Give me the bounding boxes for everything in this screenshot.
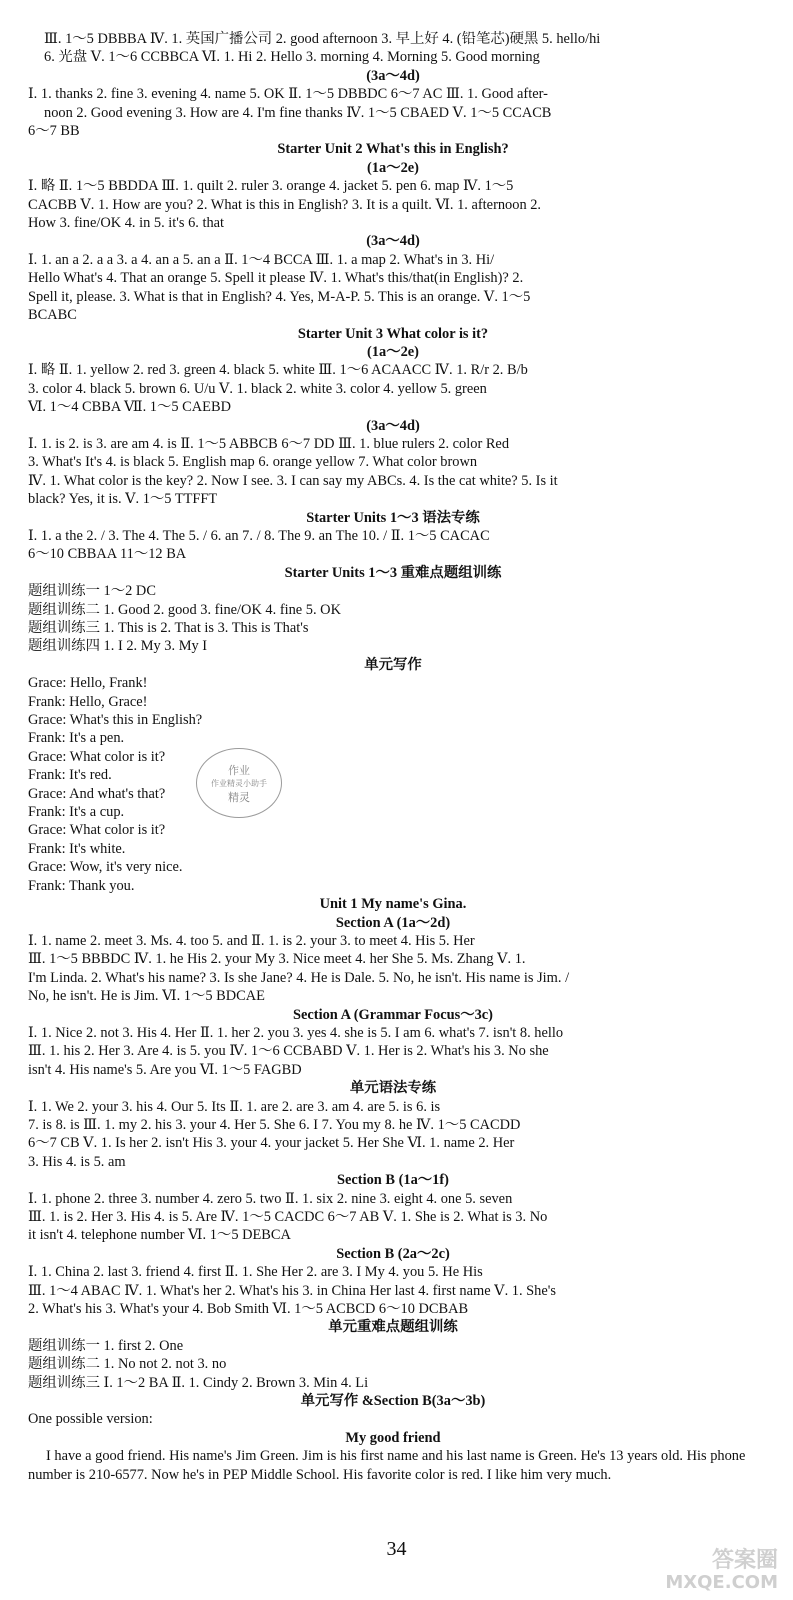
answer-line: Ⅰ. 1. an a 2. a a 3. a 4. an a 5. an a Ⅱ. 1～4 BCCA Ⅲ. 1. a map 2. What's in 3. Hi/	[28, 251, 495, 268]
section-heading: Starter Units 1～3 重难点题组训练	[284, 564, 502, 581]
answer-line: Ⅰ. 1. thanks 2. fine 3. evening 4. name 5. OK Ⅱ. 1～5 DBBDC 6～7 AC Ⅲ. 1. Good after-	[28, 86, 548, 103]
answer-line: 题组训练三 1. This is 2. That is 3. This is That's	[28, 620, 309, 636]
section-heading: Section B (1a～1f)	[337, 1172, 449, 1189]
dialogue-line: Grace: What color is it?	[28, 822, 166, 839]
answer-line: Hello What's 4. That an orange 5. Spell it please Ⅳ. 1. What's this/that(in English)? 2.	[28, 270, 524, 287]
answer-line: 3. What's It's 4. is black 5. English map 6. orange yellow 7. What color brown	[28, 454, 478, 471]
dialogue-line: Frank: It's a cup.	[28, 804, 125, 821]
section-heading: 单元写作 &Section B(3a～3b)	[300, 1393, 486, 1410]
dialogue-line: Grace: And what's that?	[28, 785, 166, 802]
answer-line: Ⅲ. 1. is 2. Her 3. His 4. is 5. Are Ⅳ. 1～5 CACDC 6～7 AB Ⅴ. 1. She is 2. What is 3. No	[28, 1209, 548, 1225]
answer-line: 7. is 8. is Ⅲ. 1. my 2. his 3. your 4. Her 5. She 6. I 7. You my 8. he Ⅳ. 1～5 CACDD	[28, 1116, 521, 1133]
stamp-text-top: 作业	[228, 763, 250, 777]
section-heading: Starter Units 1～3 语法专练	[306, 509, 480, 526]
essay-paragraph: I have a good friend. His name's Jim Green. Jim is his first name and his last name is Green. He's 13 years old. His phone number is 210-6577. Now he's in PEP Middle School. His favorite color is red. I like him very much.	[28, 1448, 746, 1483]
stamp-text-middle: 作业精灵小助手	[211, 778, 267, 788]
answer-line: Ⅰ. 1. We 2. your 3. his 4. Our 5. Its Ⅱ. 1. are 2. are 3. am 4. are 5. is 6. is	[28, 1098, 441, 1115]
answer-line: 题组训练四 1. I 2. My 3. My I	[28, 638, 208, 655]
answer-line: 6. 光盘 Ⅴ. 1～6 CCBBCA Ⅵ. 1. Hi 2. Hello 3. morning 4. Morning 5. Good morning	[44, 49, 540, 66]
section-heading: 单元写作	[364, 656, 422, 673]
section-heading: (3a～4d)	[366, 67, 420, 84]
answer-line: 题组训练二 1. Good 2. good 3. fine/OK 4. fine 5. OK	[28, 601, 341, 618]
section-heading: (1a～2e)	[367, 159, 419, 176]
answer-line: Ⅳ. 1. What color is the key? 2. Now I see. 3. I can say my ABCs. 4. Is the cat white? 5. Is it	[28, 472, 558, 489]
answer-line: 6～7 CB Ⅴ. 1. Is her 2. isn't His 3. your 4. your jacket 5. Her She Ⅵ. 1. name 2. Her	[28, 1135, 515, 1152]
homework-stamp	[196, 748, 282, 818]
dialogue-line: Frank: It's red.	[28, 767, 112, 784]
answer-line: black? Yes, it is. Ⅴ. 1～5 TTFFT	[28, 491, 218, 508]
section-heading: (3a～4d)	[366, 417, 420, 434]
answer-line: Ⅲ. 1～5 DBBBA Ⅳ. 1. 英国广播公司 2. good afternoon 3. 早上好 4. (铅笔芯)硬黑 5. hello/hi	[44, 31, 601, 47]
answer-line: 6～10 CBBAA 11～12 BA	[28, 546, 187, 563]
answer-line: Ⅰ. 1. a the 2. / 3. The 4. The 5. / 6. an 7. / 8. The 9. an The 10. / Ⅱ. 1～5 CACAC	[28, 527, 490, 544]
watermark-text: 答案圈	[711, 1548, 778, 1573]
answer-line: noon 2. Good evening 3. How are 4. I'm fine thanks Ⅳ. 1～5 CBAED Ⅴ. 1～5 CCACB	[44, 104, 552, 121]
answer-line: Ⅲ. 1～4 ABAC Ⅳ. 1. What's her 2. What's his 3. in China Her last 4. first name Ⅴ. 1. She's	[28, 1282, 556, 1299]
dialogue-line: Grace: What's this in English?	[28, 712, 203, 729]
answer-line: it isn't 4. telephone number Ⅵ. 1～5 DEBCA	[28, 1227, 291, 1244]
answer-line: Ⅵ. 1～4 CBBA Ⅶ. 1～5 CAEBD	[28, 399, 231, 416]
answer-line: Spell it, please. 3. What is that in English? 4. Yes, M-A-P. 5. This is an orange. Ⅴ. 1～5	[28, 288, 531, 305]
section-heading: 单元语法专练	[349, 1080, 437, 1097]
answer-line: Ⅰ. 略 Ⅱ. 1. yellow 2. red 3. green 4. black 5. white Ⅲ. 1～6 ACAACC Ⅳ. 1. R/r 2. B/b	[28, 362, 528, 379]
unit-heading: Unit 1 My name's Gina.	[319, 896, 467, 913]
dialogue-line: Frank: Hello, Grace!	[28, 693, 148, 710]
answer-line: Ⅰ. 略 Ⅱ. 1～5 BBDDA Ⅲ. 1. quilt 2. ruler 3. orange 4. jacket 5. pen 6. map Ⅳ. 1～5	[28, 178, 514, 195]
essay-title: My good friend	[345, 1429, 441, 1446]
dialogue-line: Frank: Thank you.	[28, 877, 135, 894]
dialogue-line: Grace: Hello, Frank!	[28, 675, 148, 692]
answer-line: Ⅲ. 1～5 BBBDC Ⅳ. 1. he His 2. your My 3. Nice meet 4. her She 5. Ms. Zhang Ⅴ. 1.	[28, 951, 526, 968]
answer-line: 2. What's his 3. What's your 4. Bob Smith Ⅵ. 1～5 ACBCD 6～10 DCBAB	[28, 1301, 469, 1318]
answer-line: Ⅲ. 1. his 2. Her 3. Are 4. is 5. you Ⅳ. 1～6 CCBABD Ⅴ. 1. Her is 2. What's his 3. No she	[28, 1043, 549, 1060]
answer-line: How 3. fine/OK 4. in 5. it's 6. that	[28, 215, 225, 232]
answer-line: 题组训练一 1. first 2. One	[28, 1337, 184, 1354]
answer-line: 题组训练一 1～2 DC	[28, 583, 156, 600]
answer-line: isn't 4. His name's 5. Are you Ⅵ. 1～5 FAGBD	[28, 1061, 302, 1078]
site-watermark	[608, 1550, 778, 1596]
dialogue-line: Frank: It's a pen.	[28, 730, 125, 747]
answer-line: I'm Linda. 2. What's his name? 3. Is she Jane? 4. He is Dale. 5. No, he isn't. His name is Jim. /	[28, 969, 570, 986]
answer-line: Ⅰ. 1. phone 2. three 3. number 4. zero 5. two Ⅱ. 1. six 2. nine 3. eight 4. one 5. seven	[28, 1190, 513, 1207]
section-heading: (1a～2e)	[367, 343, 419, 360]
answer-line: 题组训练二 1. No not 2. not 3. no	[28, 1356, 227, 1373]
answer-page	[28, 30, 758, 1484]
answer-line: Ⅰ. 1. China 2. last 3. friend 4. first Ⅱ. 1. She Her 2. are 3. I My 4. you 5. He His	[28, 1264, 483, 1281]
answer-line: 6～7 BB	[28, 123, 80, 140]
page-number: 34	[386, 1538, 407, 1560]
answer-line: Ⅰ. 1. Nice 2. not 3. His 4. Her Ⅱ. 1. her 2. you 3. yes 4. she is 5. I am 6. what's 7. isn't 8. hello	[28, 1024, 564, 1041]
dialogue-line: Grace: What color is it?	[28, 748, 166, 765]
dialogue-line: Grace: Wow, it's very nice.	[28, 859, 183, 876]
answer-line: No, he isn't. He is Jim. Ⅵ. 1～5 BDCAE	[28, 988, 265, 1005]
section-heading: (3a～4d)	[366, 233, 420, 250]
dialogue-line: Frank: It's white.	[28, 840, 126, 857]
section-heading: Section A (Grammar Focus～3c)	[293, 1006, 493, 1023]
answer-line: BCABC	[28, 307, 77, 324]
answer-line: 3. His 4. is 5. am	[28, 1153, 126, 1170]
answer-line: 3. color 4. black 5. brown 6. U/u Ⅴ. 1. black 2. white 3. color 4. yellow 5. green	[28, 380, 487, 397]
section-heading: Section B (2a～2c)	[336, 1245, 450, 1262]
section-heading: 单元重难点题组训练	[328, 1319, 458, 1336]
unit-heading: Starter Unit 3 What color is it?	[297, 325, 489, 342]
section-heading: Section A (1a～2d)	[335, 914, 451, 931]
answer-line: 题组训练三 Ⅰ. 1～2 BA Ⅱ. 1. Cindy 2. Brown 3. Min 4. Li	[28, 1374, 369, 1391]
answer-line: CACBB Ⅴ. 1. How are you? 2. What is this in English? 3. It is a quilt. Ⅵ. 1. afternoon 2.	[28, 196, 542, 213]
answer-line: Ⅰ. 1. name 2. meet 3. Ms. 4. too 5. and Ⅱ. 1. is 2. your 3. to meet 4. His 5. Her	[28, 932, 475, 949]
watermark-url: MXQE.COM	[665, 1572, 778, 1593]
stamp-text-bottom: 精灵	[228, 790, 250, 804]
answer-line: One possible version:	[28, 1411, 153, 1428]
answer-line: Ⅰ. 1. is 2. is 3. are am 4. is Ⅱ. 1～5 ABBCB 6～7 DD Ⅲ. 1. blue rulers 2. color Red	[28, 435, 510, 452]
unit-heading: Starter Unit 2 What's this in English?	[277, 141, 509, 158]
